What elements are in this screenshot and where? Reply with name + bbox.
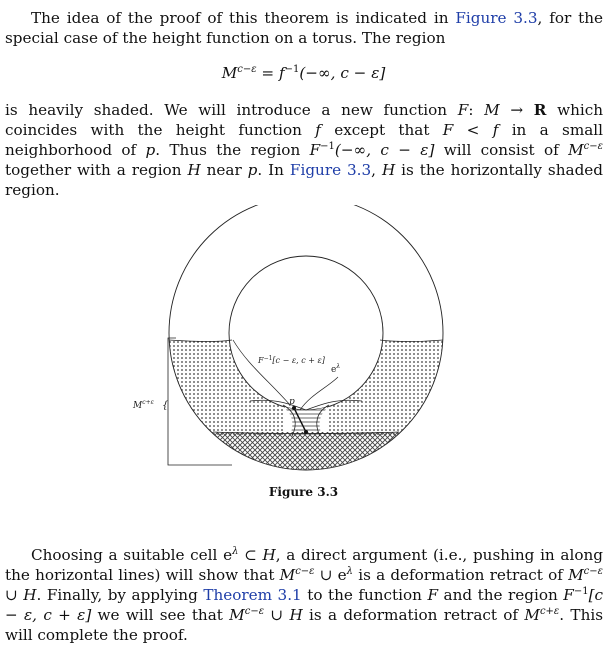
- math-sup: −1: [284, 63, 300, 75]
- text: . This will complete the proof.: [5, 606, 603, 644]
- math: M: [221, 64, 238, 82]
- math: F: [427, 586, 439, 604]
- text: is the horizontally shaded region.: [5, 161, 603, 199]
- cell-endpoint: [304, 430, 308, 434]
- text: ∪: [264, 606, 290, 624]
- text: near: [200, 161, 248, 179]
- math-sup: λ: [232, 545, 239, 557]
- math: M: [568, 566, 584, 584]
- text: →: [499, 101, 534, 119]
- text: ⊂: [238, 546, 263, 564]
- text: except that: [320, 121, 443, 139]
- math-sup: c−ε: [583, 140, 604, 152]
- math: F: [563, 586, 574, 604]
- math: F: [457, 101, 469, 119]
- crosshatched-region: [160, 432, 452, 475]
- torus-figure: [0, 205, 607, 475]
- text: we will see that: [91, 606, 230, 624]
- final-paragraph: [5, 545, 603, 645]
- text: ∪ e: [314, 566, 347, 584]
- math: (−∞, c − ε]: [299, 64, 386, 82]
- display-equation: [0, 64, 607, 82]
- figure-link[interactable]: Figure 3.3: [455, 9, 538, 27]
- math-sup: −1: [320, 140, 335, 152]
- text: Choosing a suitable cell: [31, 546, 224, 564]
- text: . Finally, by applying: [36, 586, 204, 604]
- text: to the function: [301, 586, 428, 604]
- math-sup: −1: [573, 585, 589, 597]
- math-sup: c−ε: [244, 605, 265, 617]
- math: e: [223, 546, 233, 564]
- math: M: [524, 606, 540, 624]
- math: F < f: [442, 121, 499, 139]
- text: is a deformation retract of: [302, 606, 525, 624]
- text: will consist of: [434, 141, 569, 159]
- math: p: [145, 141, 156, 159]
- m-label: $M^{c+\varepsilon}$: [133, 399, 154, 411]
- text: together with a region: [5, 161, 188, 179]
- math: H: [262, 546, 276, 564]
- math: M: [484, 101, 500, 119]
- math: H: [381, 161, 396, 179]
- text: ∪: [5, 586, 24, 604]
- second-paragraph: [5, 100, 603, 200]
- math: = f: [256, 64, 285, 82]
- math: M: [279, 566, 296, 584]
- theorem-link[interactable]: Theorem 3.1: [203, 586, 302, 604]
- text: and the region: [438, 586, 564, 604]
- text: . Thus the region: [155, 141, 310, 159]
- text: The idea of the proof of this theorem is indicated in: [31, 9, 456, 27]
- math: [c − ε, c + ε]: [5, 586, 603, 624]
- math: R: [533, 101, 547, 119]
- text: in a small neighborhood of: [5, 121, 604, 159]
- torus-inner-circle: [229, 256, 383, 410]
- p-label: p: [289, 397, 295, 407]
- math: H: [23, 586, 37, 604]
- cell-label: $e^\lambda$: [331, 363, 341, 375]
- math-sup: λ: [346, 565, 354, 577]
- math-sup: c+ε: [539, 605, 560, 617]
- math: p: [247, 161, 258, 179]
- math: M: [568, 141, 584, 159]
- m-brace: {: [162, 400, 169, 411]
- figure-link[interactable]: Figure 3.3: [289, 161, 372, 179]
- text: , for the special case of the height function on a torus. The region: [5, 9, 603, 47]
- math: F: [309, 141, 321, 159]
- text: which coincides with the height function: [5, 101, 603, 139]
- math: H: [289, 606, 303, 624]
- intro-paragraph: [5, 8, 603, 48]
- math-sup: c−ε: [583, 565, 603, 577]
- band-label: $F^{-1}[c - \varepsilon$, c + ε]: [258, 355, 325, 365]
- text: :: [468, 101, 485, 119]
- math: H: [187, 161, 201, 179]
- text: is a deformation retract of: [353, 566, 569, 584]
- text: is heavily shaded. We will introduce a new function: [5, 101, 458, 119]
- figure-caption: Figure 3.3: [268, 485, 339, 499]
- text: ,: [371, 161, 382, 179]
- text: , a direct argument (i.e., pushing in along the horizontal lines) will show that: [5, 546, 603, 584]
- math: f: [315, 121, 321, 139]
- math: (−∞, c − ε]: [334, 141, 435, 159]
- math-sup: c−ε: [295, 565, 315, 577]
- math-sup: c−ε: [237, 63, 257, 75]
- text: . In: [257, 161, 290, 179]
- math: M: [229, 606, 245, 624]
